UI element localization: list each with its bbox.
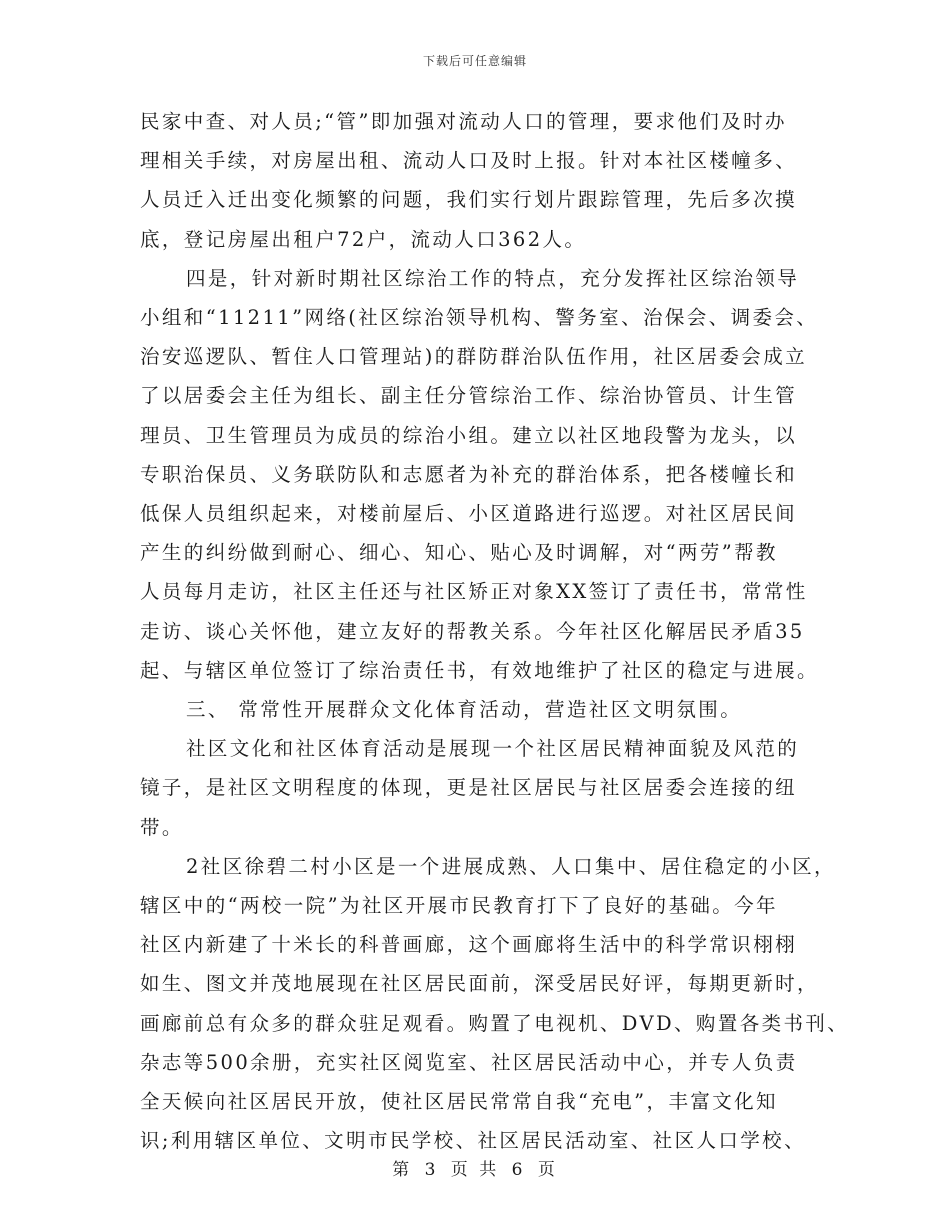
page-footer (0, 1155, 950, 1180)
text-line: 如生、图文并茂地展现在社区居民面前，深受居民好评，每期更新时， (140, 972, 819, 996)
text-line: 四是，针对新时期社区综治工作的特点，充分发挥社区综治领导 (186, 266, 800, 290)
text-line: 镜子，是社区文明程度的体现，更是社区居民与社区居委会连接的纽 (140, 776, 798, 800)
page-label-prefix: 第 (392, 1160, 413, 1180)
text-line: 辖区中的“两校一院”为社区开展市民教育打下了良好的基础。今年 (140, 894, 778, 917)
text-line: 杂志等500余册，充实社区阅览室、社区居民活动中心，并专人负责 (140, 1050, 798, 1074)
page-number: 3 (424, 1160, 439, 1180)
text-line: 人员迁入迁出变化频繁的问题，我们实行划片跟踪管理，先后多次摸 (140, 188, 798, 212)
total-pages: 6 (511, 1160, 526, 1180)
text-line: 小组和“11211”网络(社区综治领导机构、警务室、治保会、调委会、 (140, 306, 819, 329)
page-header: 下载后可任意编辑 (422, 54, 527, 68)
text-line: 社区内新建了十米长的科普画廊，这个画廊将生活中的科学常识栩栩 (140, 933, 798, 957)
text-line: 画廊前总有众多的群众驻足观看。购置了电视机、DVD、购置各类书刊、 (140, 1011, 850, 1035)
text-line: 了以居委会主任为组长、副主任分管综治工作、综治协管员、计生管 (140, 384, 798, 408)
text-line: 民家中查、对人员;“管”即加强对流动人口的管理，要求他们及时办 (140, 110, 787, 133)
page-label-suffix: 页 (537, 1160, 558, 1180)
text-line: 2社区徐碧二村小区是一个进展成熟、人口集中、居住稳定的小区， (186, 854, 836, 878)
text-line: 理员、卫生管理员为成员的综治小组。建立以社区地段警为龙头，以 (140, 423, 798, 447)
text-line: 专职治保员、义务联防队和志愿者为补充的群治体系，把各楼幢长和 (140, 462, 798, 486)
text-line: 走访、谈心关怀他，建立友好的帮教关系。今年社区化解居民矛盾35 (140, 619, 805, 643)
text-line: 产生的纠纷做到耐心、细心、知心、贴心及时调解，对“两劳”帮教 (140, 541, 778, 565)
text-line: 治安巡逻队、暂住人口管理站)的群防群治队伍作用，社区居委会成立 (140, 345, 808, 369)
section-heading: 三、 常常性开展群众文化体育活动，营造社区文明氛围。 (186, 698, 743, 721)
text-line: 人员每月走访，社区主任还与社区矫正对象XX签订了责任书，常常性 (140, 580, 808, 604)
text-line: 底，登记房屋出租户72户，流动人口362人。 (140, 227, 587, 251)
page-label-mid: 页 共 (450, 1160, 500, 1180)
text-line: 理相关手续，对房屋出租、流动人口及时上报。针对本社区楼幢多、 (140, 149, 798, 173)
text-line: 全天候向社区居民开放，使社区居民常常自我“充电”，丰富文化知 (140, 1090, 778, 1113)
text-line: 社区文化和社区体育活动是展现一个社区居民精神面貌及风范的 (186, 737, 800, 761)
text-line: 带。 (140, 815, 184, 839)
text-line: 低保人员组织起来，对楼前屋后、小区道路进行巡逻。对社区居民间 (140, 502, 798, 525)
text-line: 识;利用辖区单位、文明市民学校、社区居民活动室、社区人口学校、 (140, 1129, 806, 1153)
text-line: 起、与辖区单位签订了综治责任书，有效地维护了社区的稳定与进展。 (140, 658, 819, 682)
